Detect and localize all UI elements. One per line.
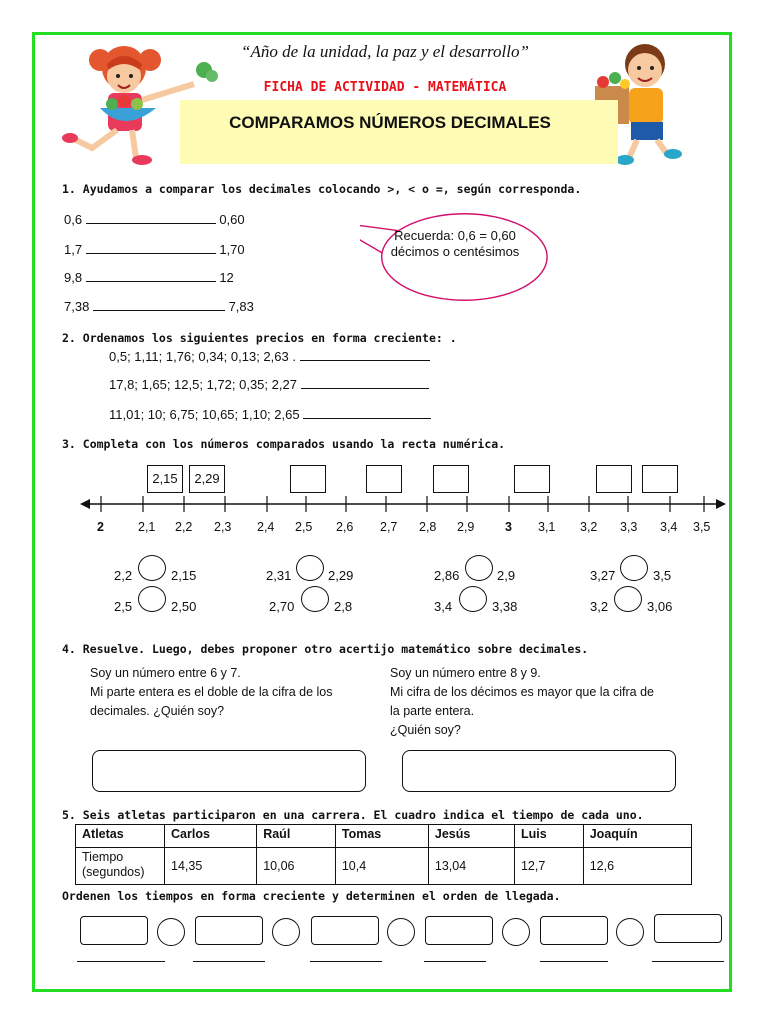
table-row-label: Tiempo (segundos) xyxy=(76,848,165,885)
order-answer-box[interactable] xyxy=(425,916,493,945)
activity-label: FICHA DE ACTIVIDAD - MATEMÁTICA xyxy=(263,80,507,95)
compare-right: 2,8 xyxy=(334,599,353,614)
tick-label: 3 xyxy=(505,520,512,534)
question-2-prompt: 2. Ordenamos los siguientes precios en forma creciente: . xyxy=(62,331,457,345)
order-circle[interactable] xyxy=(272,918,300,946)
name-answer-line[interactable] xyxy=(540,961,608,962)
compare-circle[interactable] xyxy=(459,586,487,612)
price-list-row xyxy=(109,349,430,364)
tick-label: 2,8 xyxy=(419,520,437,534)
tick-label: 3,1 xyxy=(538,520,556,534)
compare-circle[interactable] xyxy=(614,586,642,612)
compare-left: 2,5 xyxy=(114,599,133,614)
riddle-2 xyxy=(390,664,690,740)
price-list-row xyxy=(109,377,429,392)
answer-line[interactable] xyxy=(300,359,430,361)
number-line-answer-box[interactable] xyxy=(596,465,632,493)
right-number: 1,70 xyxy=(219,242,245,257)
compare-right: 3,06 xyxy=(647,599,673,614)
tick-label: 3,2 xyxy=(580,520,598,534)
table-row xyxy=(76,848,692,885)
athlete-time: 10,4 xyxy=(335,848,428,885)
price-list: 0,5; 1,11; 1,76; 0,34; 0,13; 2,63 . xyxy=(109,349,296,364)
table-header-cell: Atletas xyxy=(76,825,165,848)
athlete-name: Tomas xyxy=(335,825,428,848)
question-4-prompt: 4. Resuelve. Luego, debes proponer otro acertijo matemático sobre decimales. xyxy=(62,642,589,656)
tick-label: 2 xyxy=(97,520,104,534)
table-header-row xyxy=(76,825,692,848)
number-line-answer-box[interactable] xyxy=(290,465,326,493)
compare-left: 3,27 xyxy=(590,568,616,583)
left-number: 0,6 xyxy=(64,212,83,227)
tick-label: 2,4 xyxy=(257,520,275,534)
compare-circle[interactable] xyxy=(301,586,329,612)
order-circle[interactable] xyxy=(616,918,644,946)
athlete-name: Luis xyxy=(514,825,583,848)
price-list: 17,8; 1,65; 12,5; 1,72; 0,35; 2,27 xyxy=(109,377,297,392)
compare-circle[interactable] xyxy=(620,555,648,581)
page-title: COMPARAMOS NÚMEROS DECIMALES xyxy=(229,113,551,132)
name-answer-line[interactable] xyxy=(193,961,265,962)
order-answer-box[interactable] xyxy=(311,916,379,945)
compare-right: 2,29 xyxy=(328,568,354,583)
athlete-time: 10,06 xyxy=(257,848,336,885)
comparison-row xyxy=(64,270,234,285)
riddle-line: Soy un número entre 6 y 7. xyxy=(90,666,241,680)
tick-label: 2,3 xyxy=(214,520,232,534)
compare-right: 3,5 xyxy=(653,568,672,583)
compare-right: 2,50 xyxy=(171,599,197,614)
question-3-prompt: 3. Completa con los números comparados usando la recta numérica. xyxy=(62,437,506,451)
number-line-answer-box[interactable] xyxy=(514,465,550,493)
name-answer-line[interactable] xyxy=(77,961,165,962)
riddle-1-answer-box[interactable] xyxy=(92,750,366,792)
athlete-time: 12,6 xyxy=(583,848,691,885)
right-number: 12 xyxy=(219,270,234,285)
compare-left: 2,70 xyxy=(269,599,295,614)
tick-label: 3,4 xyxy=(660,520,678,534)
number-line xyxy=(80,490,730,520)
name-answer-line[interactable] xyxy=(424,961,486,962)
number-line-box: 2,15 xyxy=(147,465,183,493)
riddle-line: decimales. ¿Quién soy? xyxy=(90,704,225,718)
riddle-line: ¿Quién soy? xyxy=(390,723,461,737)
left-number: 9,8 xyxy=(64,270,83,285)
number-line-answer-box[interactable] xyxy=(433,465,469,493)
question-1-prompt: 1. Ayudamos a comparar los decimales colocando >, < o =, según corresponda. xyxy=(62,182,582,196)
compare-circle[interactable] xyxy=(138,555,166,581)
bubble-text: Recuerda: 0,6 = 0,60 décimos o centésimos xyxy=(390,228,520,259)
answer-line[interactable] xyxy=(303,417,431,419)
motto-text: “Año de la unidad, la paz y el desarrollo” xyxy=(241,42,529,61)
order-answer-box[interactable] xyxy=(540,916,608,945)
tick-label: 2,9 xyxy=(457,520,475,534)
answer-line[interactable] xyxy=(86,280,216,282)
order-circle[interactable] xyxy=(502,918,530,946)
compare-circle[interactable] xyxy=(138,586,166,612)
tick-label: 3,5 xyxy=(693,520,711,534)
comparison-row xyxy=(64,299,254,314)
tick-label: 2,5 xyxy=(295,520,313,534)
right-number: 7,83 xyxy=(228,299,254,314)
number-line-answer-box[interactable] xyxy=(642,465,678,493)
compare-right: 2,15 xyxy=(171,568,197,583)
riddle-line: Soy un número entre 8 y 9. xyxy=(390,666,541,680)
price-list-row xyxy=(109,407,431,422)
compare-left: 2,2 xyxy=(114,568,133,583)
comparison-row xyxy=(64,242,245,257)
compare-left: 2,31 xyxy=(266,568,292,583)
compare-right: 2,9 xyxy=(497,568,516,583)
athlete-time: 12,7 xyxy=(514,848,583,885)
tick-label: 2,2 xyxy=(175,520,193,534)
answer-line[interactable] xyxy=(86,252,216,254)
answer-line[interactable] xyxy=(93,309,225,311)
left-number: 1,7 xyxy=(64,242,83,257)
number-line-box: 2,29 xyxy=(189,465,225,493)
tick-label: 2,1 xyxy=(138,520,156,534)
order-circle[interactable] xyxy=(387,918,415,946)
compare-left: 2,86 xyxy=(434,568,460,583)
tick-label: 2,7 xyxy=(380,520,398,534)
athletes-table xyxy=(75,824,692,885)
compare-circle[interactable] xyxy=(465,555,493,581)
order-answer-box[interactable] xyxy=(195,916,263,945)
compare-left: 3,2 xyxy=(590,599,609,614)
number-line-answer-box[interactable] xyxy=(366,465,402,493)
riddle-2-answer-box[interactable] xyxy=(402,750,676,792)
right-number: 0,60 xyxy=(219,212,245,227)
order-circle[interactable] xyxy=(157,918,185,946)
athlete-name: Carlos xyxy=(165,825,257,848)
comparison-row xyxy=(64,212,245,227)
tick-label: 2,6 xyxy=(336,520,354,534)
answer-line[interactable] xyxy=(86,222,216,224)
athlete-name: Jesús xyxy=(428,825,514,848)
order-answer-box[interactable] xyxy=(654,914,722,943)
athlete-time: 13,04 xyxy=(428,848,514,885)
order-prompt: Ordenen los tiempos en forma creciente y determinen el orden de llegada. xyxy=(62,889,561,903)
compare-left: 3,4 xyxy=(434,599,453,614)
athlete-name: Raúl xyxy=(257,825,336,848)
athlete-name: Joaquín xyxy=(583,825,691,848)
compare-circle[interactable] xyxy=(296,555,324,581)
riddle-1 xyxy=(90,664,380,721)
riddle-line: Mi cifra de los décimos es mayor que la cifra de xyxy=(390,685,654,699)
price-list: 11,01; 10; 6,75; 10,65; 1,10; 2,65 xyxy=(109,407,300,422)
riddle-line: la parte entera. xyxy=(390,704,475,718)
compare-right: 3,38 xyxy=(492,599,518,614)
answer-line[interactable] xyxy=(301,387,429,389)
order-answer-box[interactable] xyxy=(80,916,148,945)
riddle-line: Mi parte entera es el doble de la cifra de los xyxy=(90,685,333,699)
tick-label: 3,3 xyxy=(620,520,638,534)
name-answer-line[interactable] xyxy=(652,961,724,962)
athlete-time: 14,35 xyxy=(165,848,257,885)
left-number: 7,38 xyxy=(64,299,90,314)
name-answer-line[interactable] xyxy=(310,961,382,962)
question-5-prompt: 5. Seis atletas participaron en una carrera. El cuadro indica el tiempo de cada uno. xyxy=(62,808,644,822)
